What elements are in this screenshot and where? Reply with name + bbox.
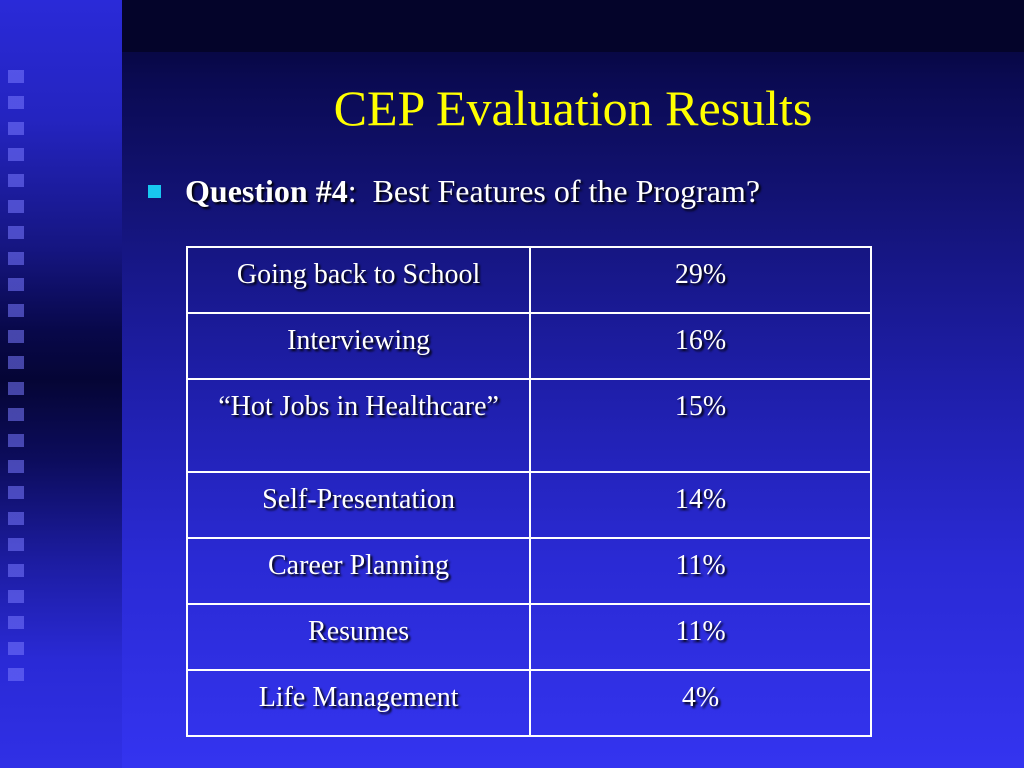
left-decorative-strip <box>0 0 122 768</box>
feature-cell: Resumes <box>187 604 530 670</box>
percent-cell: 11% <box>530 538 871 604</box>
table-row <box>187 379 871 472</box>
feature-cell: Life Management <box>187 670 530 736</box>
question-text: Best Features of the Program? <box>372 172 761 209</box>
decorative-squares <box>8 70 24 690</box>
table-row <box>187 313 871 379</box>
percent-cell: 11% <box>530 604 871 670</box>
table-row <box>187 670 871 736</box>
feature-cell: Going back to School <box>187 247 530 313</box>
percent-cell: 4% <box>530 670 871 736</box>
percent-cell: 16% <box>530 313 871 379</box>
table-row <box>187 604 871 670</box>
table-row <box>187 247 871 313</box>
slide-title: CEP Evaluation Results <box>333 80 813 136</box>
question-separator: : <box>347 172 357 209</box>
question-label: Question #4 <box>185 172 348 209</box>
feature-cell: Self-Presentation <box>187 472 530 538</box>
percent-cell: 14% <box>530 472 871 538</box>
feature-cell: Career Planning <box>187 538 530 604</box>
results-table <box>186 246 872 737</box>
feature-cell: Interviewing <box>187 313 530 379</box>
percent-cell: 29% <box>530 247 871 313</box>
bullet-square-icon <box>148 185 161 198</box>
percent-cell: 15% <box>530 379 871 472</box>
top-band <box>122 0 1024 52</box>
feature-cell: “Hot Jobs in Healthcare” <box>187 379 530 472</box>
table-row <box>187 538 871 604</box>
table-row <box>187 472 871 538</box>
bullet-question <box>148 168 760 214</box>
